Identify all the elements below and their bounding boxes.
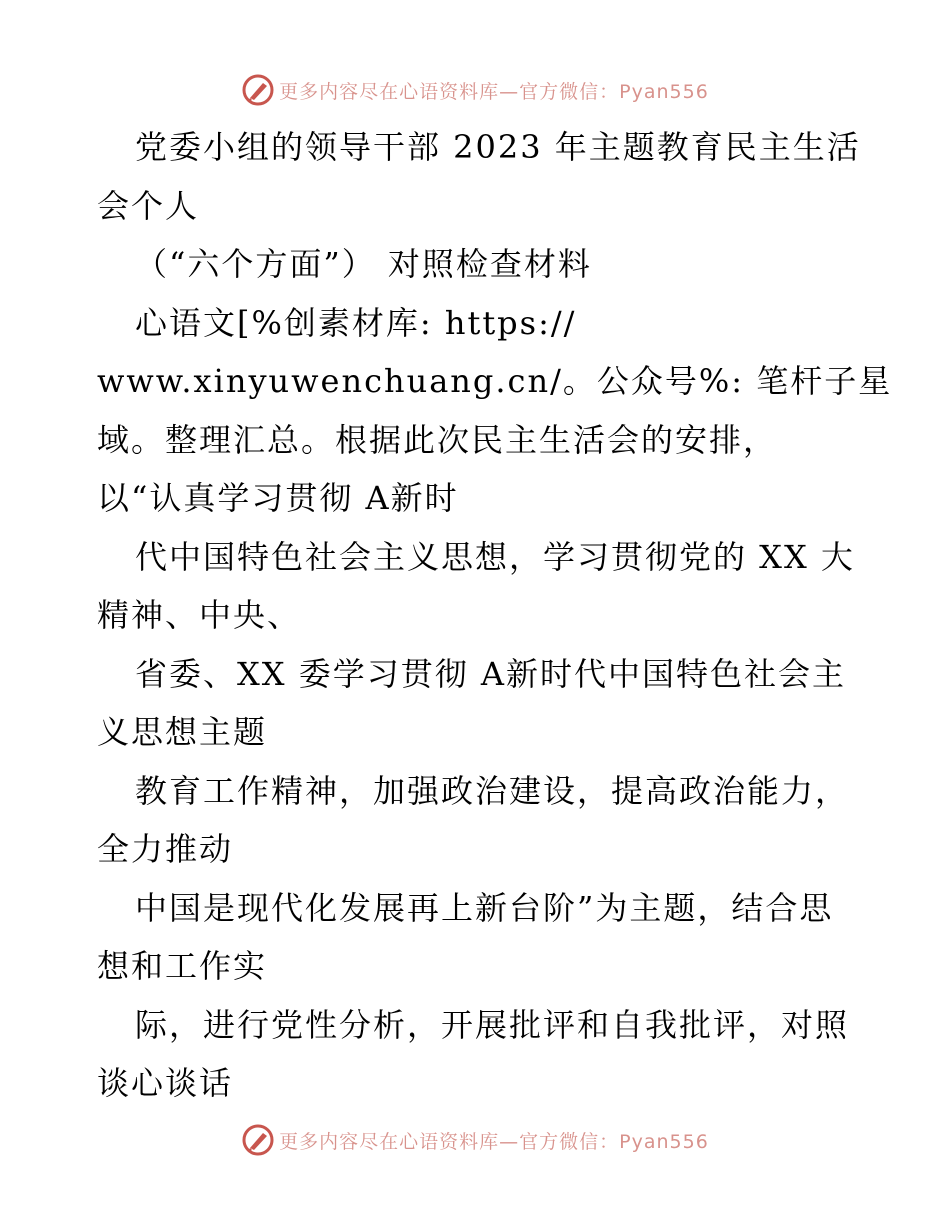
text-line: 党委小组的领导干部 2023 年主题教育民主生活 [135,128,861,166]
document-body [97,118,893,1113]
text-line: 心语文[%创素材库: https:// [135,303,577,342]
text-line: 义思想主题 [97,713,268,751]
footer-banner-text: 更多内容尽在心语资料库—官方微信：Pyan556 [279,1130,709,1153]
text-line: 中国是现代化发展再上新台阶”为主题，结合思 [135,888,834,927]
text-line: 际，进行党性分析，开展批评和自我批评，对照 [135,1005,850,1044]
text-line: （“六个方面”） 对照检查材料 [135,245,592,283]
header-banner-text: 更多内容尽在心语资料库—官方微信：Pyan556 [279,80,709,103]
text-line: 精神、中央、 [97,596,302,634]
text-line: www.xinyuwenchuang.cn/。公众号%: 笔杆子星 [97,362,893,400]
text-line: 代中国特色社会主义思想，学习贯彻党的 XX 大 [135,537,855,576]
text-line: 以“认真学习贯彻 A新时 [97,479,459,517]
text-line: 会个人 [97,186,200,225]
text-line: 域。整理汇总。根据此次民主生活会的安排， [97,420,778,459]
footer-banner [0,1120,950,1160]
text-line: 省委、XX 委学习贯彻 A新时代中国特色社会主 [135,654,847,693]
text-line: 教育工作精神，加强政治建设，提高政治能力， [135,771,850,810]
pen-logo-icon [241,1123,275,1157]
header-banner [0,70,950,110]
pen-logo-icon [241,73,275,107]
text-line: 谈心谈话 [97,1064,234,1102]
text-line: 想和工作实 [97,947,268,985]
text-line: 全力推动 [97,830,234,868]
